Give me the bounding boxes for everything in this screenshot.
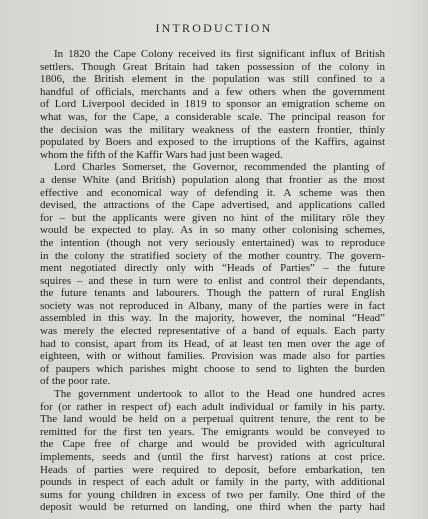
page-edge-shadow bbox=[410, 0, 428, 519]
text-line: of paupers which parishes might choose to send to lighten the burden bbox=[40, 362, 385, 375]
text-line: the intention (though not very seriously entertained) was to reproduce bbox=[40, 236, 385, 249]
text-line: Lord Charles Somerset, the Governor, recommended the planting of bbox=[54, 161, 385, 174]
text-line: remitted for the first ten years. The emigrants would be conveyed to bbox=[40, 425, 385, 438]
text-line: was merely the elected representative of a band of equals. Each party bbox=[40, 325, 385, 338]
text-line: what was, for the Cape, a considerable scale. The principal reason for bbox=[40, 110, 385, 123]
text-line: in the colony the stratified society of the mother country. The govern- bbox=[40, 249, 385, 262]
text-line: handful of officials, merchants and a few others when the government bbox=[40, 85, 385, 98]
text-line: devised, the attractions of the Cape advertised, and applications called bbox=[40, 199, 385, 212]
text-line: a dense White (and British) population along that frontier as the most bbox=[40, 173, 385, 186]
chapter-heading: INTRODUCTION bbox=[155, 21, 273, 35]
text-line: assembled in this way. In the majority, however, the nominal “Head” bbox=[40, 312, 385, 325]
text-line: effective and economical way of defending it. A scheme was then bbox=[40, 186, 385, 199]
text-line: eighteen, with or without families. Provision was made also for parties bbox=[40, 350, 385, 363]
text-line: pounds in respect of each adult or family in the party, with additional bbox=[40, 476, 385, 489]
text-line: The government undertook to allot to the Head one hundred acres bbox=[54, 388, 385, 401]
text-line: 1806, the British element in the population was still confined to a bbox=[40, 73, 385, 86]
text-line: society was not reproduced in Albany, many of the parties were in fact bbox=[40, 299, 385, 312]
text-line: would be expected to play. As in so many other colonising schemes, bbox=[40, 224, 385, 237]
text-line: for (or rather in respect of) each adult individual or family in his party. bbox=[40, 400, 385, 413]
text-line: Heads of parties were required to deposit, before embarkation, ten bbox=[40, 463, 385, 476]
text-line: the Cape free of charge and would be provided with agricultural bbox=[40, 438, 385, 451]
text-line: for – but the applicants were given no hint of the military rôle they bbox=[40, 211, 385, 224]
text-line: ment negotiated directly only with “Heads of Parties” – the future bbox=[40, 262, 385, 275]
body-text bbox=[40, 48, 385, 514]
text-line: In 1820 the Cape Colony received its first significant influx of British bbox=[54, 48, 385, 60]
text-line: of the poor rate. bbox=[40, 375, 111, 388]
text-line: implements, seeds and (until the first harvest) rations at cost price. bbox=[40, 451, 385, 463]
text-line: populated by Boers and exposed to the irruptions of the Kaffirs, against bbox=[40, 136, 385, 149]
text-line: of Lord Liverpool decided in 1819 to sponsor an emigration scheme on bbox=[40, 98, 385, 111]
text-line: had to consist, apart from its Head, of at least ten men over the age of bbox=[40, 337, 385, 350]
text-line: whom the fifth of the Kaffir Wars had just been waged. bbox=[40, 148, 283, 161]
text-line: The land would be held on a perpetual quitrent tenure, the rent to be bbox=[40, 413, 385, 426]
text-line: squires – and these in turn were to enlist and control their dependants, bbox=[40, 274, 385, 287]
text-line: sums for young children in excess of two per family. One third of the bbox=[40, 488, 385, 501]
text-line: the future tenants and labourers. Though the pattern of rural English bbox=[40, 287, 385, 300]
text-line: deposit would be returned on landing, one third when the party had bbox=[40, 501, 385, 514]
text-line: settlers. Though Great Britain had taken possession of the colony in bbox=[40, 60, 385, 73]
text-line: the decision was the military weakness of the eastern frontier, thinly bbox=[40, 123, 385, 136]
